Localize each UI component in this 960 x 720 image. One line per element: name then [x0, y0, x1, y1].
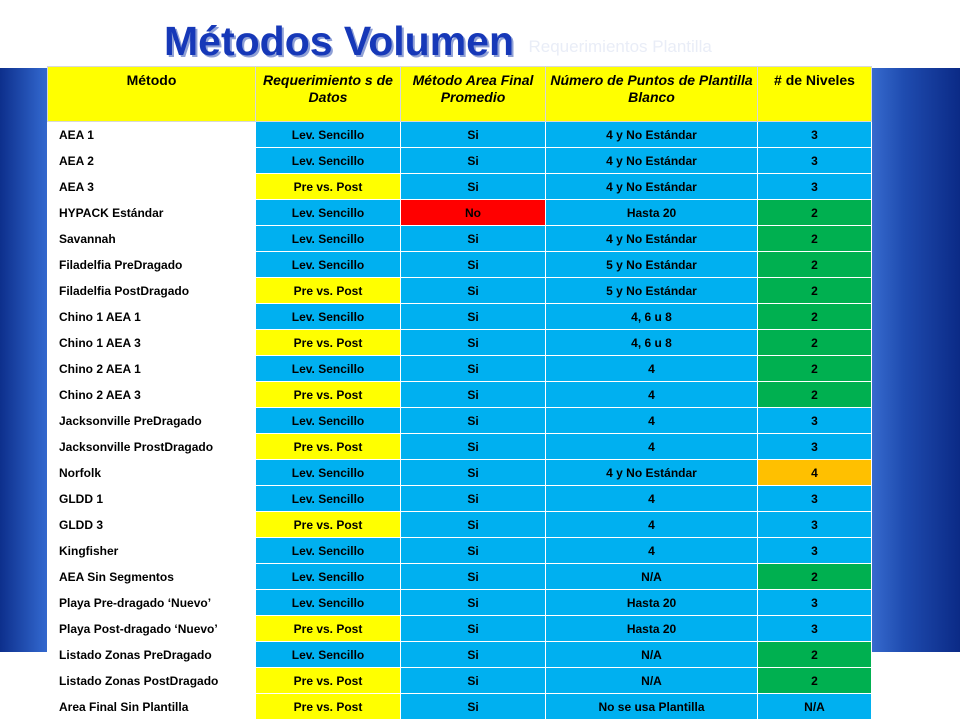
table-row: [48, 122, 872, 148]
cell-metodo: AEA Sin Segmentos: [48, 564, 256, 590]
cell-puntos: N/A: [546, 668, 758, 694]
cell-puntos: 4 y No Estándar: [546, 174, 758, 200]
cell-area-final: Si: [401, 330, 546, 356]
cell-niveles: 2: [758, 330, 872, 356]
cell-puntos: 4: [546, 486, 758, 512]
cell-requerimiento: Pre vs. Post: [256, 278, 401, 304]
table-header-row: [48, 67, 872, 122]
cell-niveles: 3: [758, 538, 872, 564]
table-row: [48, 382, 872, 408]
cell-metodo: Filadelfia PreDragado: [48, 252, 256, 278]
table-row: [48, 668, 872, 694]
cell-metodo: Kingfisher: [48, 538, 256, 564]
cell-niveles: 3: [758, 148, 872, 174]
cell-puntos: 4: [546, 512, 758, 538]
cell-niveles: 2: [758, 226, 872, 252]
cell-metodo: Filadelfia PostDragado: [48, 278, 256, 304]
cell-metodo: Playa Pre-dragado ‘Nuevo’: [48, 590, 256, 616]
cell-niveles: N/A: [758, 694, 872, 720]
methods-table: [47, 66, 872, 720]
cell-metodo: Jacksonville ProstDragado: [48, 434, 256, 460]
cell-metodo: Chino 2 AEA 3: [48, 382, 256, 408]
cell-puntos: 4: [546, 382, 758, 408]
table-row: [48, 694, 872, 720]
table-row: [48, 590, 872, 616]
table-row: [48, 616, 872, 642]
cell-niveles: 3: [758, 434, 872, 460]
cell-puntos: No se usa Plantilla: [546, 694, 758, 720]
title-subtitle: Requerimientos Plantilla: [528, 37, 712, 56]
cell-metodo: Playa Post-dragado ‘Nuevo’: [48, 616, 256, 642]
cell-puntos: 4: [546, 408, 758, 434]
cell-requerimiento: Pre vs. Post: [256, 330, 401, 356]
table-row: [48, 356, 872, 382]
header-requerimientos: Requerimiento s de Datos: [256, 67, 401, 122]
cell-niveles: 3: [758, 486, 872, 512]
cell-area-final: Si: [401, 408, 546, 434]
cell-niveles: 3: [758, 616, 872, 642]
table-row: [48, 434, 872, 460]
cell-niveles: 3: [758, 122, 872, 148]
table-row: [48, 226, 872, 252]
cell-requerimiento: Lev. Sencillo: [256, 590, 401, 616]
cell-area-final: Si: [401, 616, 546, 642]
cell-puntos: 4 y No Estándar: [546, 122, 758, 148]
cell-area-final: Si: [401, 668, 546, 694]
table-row: [48, 512, 872, 538]
table-row: [48, 642, 872, 668]
header-niveles: # de Niveles: [758, 67, 872, 122]
cell-requerimiento: Lev. Sencillo: [256, 486, 401, 512]
cell-requerimiento: Lev. Sencillo: [256, 642, 401, 668]
cell-area-final: Si: [401, 304, 546, 330]
cell-niveles: 2: [758, 356, 872, 382]
page-title: [164, 16, 712, 66]
cell-requerimiento: Lev. Sencillo: [256, 538, 401, 564]
cell-niveles: 2: [758, 200, 872, 226]
cell-niveles: 3: [758, 408, 872, 434]
cell-requerimiento: Pre vs. Post: [256, 694, 401, 720]
cell-metodo: Jacksonville PreDragado: [48, 408, 256, 434]
cell-puntos: Hasta 20: [546, 590, 758, 616]
cell-requerimiento: Lev. Sencillo: [256, 356, 401, 382]
cell-requerimiento: Pre vs. Post: [256, 434, 401, 460]
cell-area-final: Si: [401, 252, 546, 278]
cell-area-final: Si: [401, 434, 546, 460]
table-body: [48, 122, 872, 720]
cell-metodo: GLDD 1: [48, 486, 256, 512]
cell-area-final: Si: [401, 148, 546, 174]
cell-metodo: HYPACK Estándar: [48, 200, 256, 226]
cell-niveles: 2: [758, 278, 872, 304]
cell-niveles: 4: [758, 460, 872, 486]
cell-metodo: Chino 2 AEA 1: [48, 356, 256, 382]
table-row: [48, 330, 872, 356]
cell-area-final: Si: [401, 538, 546, 564]
header-metodo-area: Método Area Final Promedio: [401, 67, 546, 122]
table-row: [48, 486, 872, 512]
cell-puntos: 4: [546, 356, 758, 382]
cell-puntos: 4 y No Estándar: [546, 148, 758, 174]
cell-area-final: Si: [401, 460, 546, 486]
cell-requerimiento: Pre vs. Post: [256, 382, 401, 408]
cell-requerimiento: Pre vs. Post: [256, 616, 401, 642]
cell-requerimiento: Lev. Sencillo: [256, 148, 401, 174]
table-row: [48, 148, 872, 174]
table-row: [48, 408, 872, 434]
background-band-right: [866, 68, 960, 652]
cell-puntos: N/A: [546, 642, 758, 668]
cell-puntos: Hasta 20: [546, 200, 758, 226]
cell-requerimiento: Lev. Sencillo: [256, 304, 401, 330]
cell-area-final: Si: [401, 564, 546, 590]
cell-puntos: Hasta 20: [546, 616, 758, 642]
cell-requerimiento: Lev. Sencillo: [256, 200, 401, 226]
table-row: [48, 200, 872, 226]
cell-metodo: AEA 2: [48, 148, 256, 174]
cell-niveles: 2: [758, 564, 872, 590]
cell-metodo: Chino 1 AEA 1: [48, 304, 256, 330]
cell-metodo: AEA 3: [48, 174, 256, 200]
cell-puntos: 4: [546, 538, 758, 564]
cell-area-final: Si: [401, 486, 546, 512]
table-row: [48, 174, 872, 200]
cell-area-final: Si: [401, 226, 546, 252]
cell-puntos: N/A: [546, 564, 758, 590]
cell-niveles: 2: [758, 668, 872, 694]
cell-puntos: 4, 6 u 8: [546, 304, 758, 330]
cell-requerimiento: Lev. Sencillo: [256, 226, 401, 252]
cell-area-final: Si: [401, 642, 546, 668]
cell-puntos: 4 y No Estándar: [546, 460, 758, 486]
cell-metodo: Chino 1 AEA 3: [48, 330, 256, 356]
cell-requerimiento: Lev. Sencillo: [256, 460, 401, 486]
cell-puntos: 4: [546, 434, 758, 460]
cell-metodo: GLDD 3: [48, 512, 256, 538]
table-row: [48, 278, 872, 304]
cell-area-final: No: [401, 200, 546, 226]
table-row: [48, 460, 872, 486]
cell-niveles: 3: [758, 174, 872, 200]
cell-niveles: 2: [758, 252, 872, 278]
cell-area-final: Si: [401, 694, 546, 720]
cell-area-final: Si: [401, 512, 546, 538]
cell-area-final: Si: [401, 174, 546, 200]
cell-requerimiento: Pre vs. Post: [256, 174, 401, 200]
cell-metodo: Norfolk: [48, 460, 256, 486]
cell-requerimiento: Lev. Sencillo: [256, 252, 401, 278]
cell-metodo: AEA 1: [48, 122, 256, 148]
header-numero-puntos: Número de Puntos de Plantilla Blanco: [546, 67, 758, 122]
header-metodo: Método: [48, 67, 256, 122]
cell-metodo: Area Final Sin Plantilla: [48, 694, 256, 720]
cell-area-final: Si: [401, 382, 546, 408]
cell-requerimiento: Pre vs. Post: [256, 668, 401, 694]
cell-requerimiento: Lev. Sencillo: [256, 122, 401, 148]
cell-niveles: 2: [758, 304, 872, 330]
table-row: [48, 304, 872, 330]
title-main: Métodos Volumen: [164, 18, 515, 64]
cell-metodo: Listado Zonas PreDragado: [48, 642, 256, 668]
cell-puntos: 5 y No Estándar: [546, 252, 758, 278]
cell-metodo: Listado Zonas PostDragado: [48, 668, 256, 694]
cell-requerimiento: Pre vs. Post: [256, 512, 401, 538]
cell-metodo: Savannah: [48, 226, 256, 252]
cell-requerimiento: Lev. Sencillo: [256, 408, 401, 434]
cell-niveles: 3: [758, 590, 872, 616]
cell-area-final: Si: [401, 278, 546, 304]
cell-niveles: 2: [758, 642, 872, 668]
table-row: [48, 538, 872, 564]
cell-puntos: 4 y No Estándar: [546, 226, 758, 252]
cell-puntos: 5 y No Estándar: [546, 278, 758, 304]
cell-niveles: 2: [758, 382, 872, 408]
table-row: [48, 252, 872, 278]
cell-area-final: Si: [401, 590, 546, 616]
table-row: [48, 564, 872, 590]
cell-puntos: 4, 6 u 8: [546, 330, 758, 356]
cell-niveles: 3: [758, 512, 872, 538]
cell-area-final: Si: [401, 356, 546, 382]
cell-area-final: Si: [401, 122, 546, 148]
cell-requerimiento: Lev. Sencillo: [256, 564, 401, 590]
